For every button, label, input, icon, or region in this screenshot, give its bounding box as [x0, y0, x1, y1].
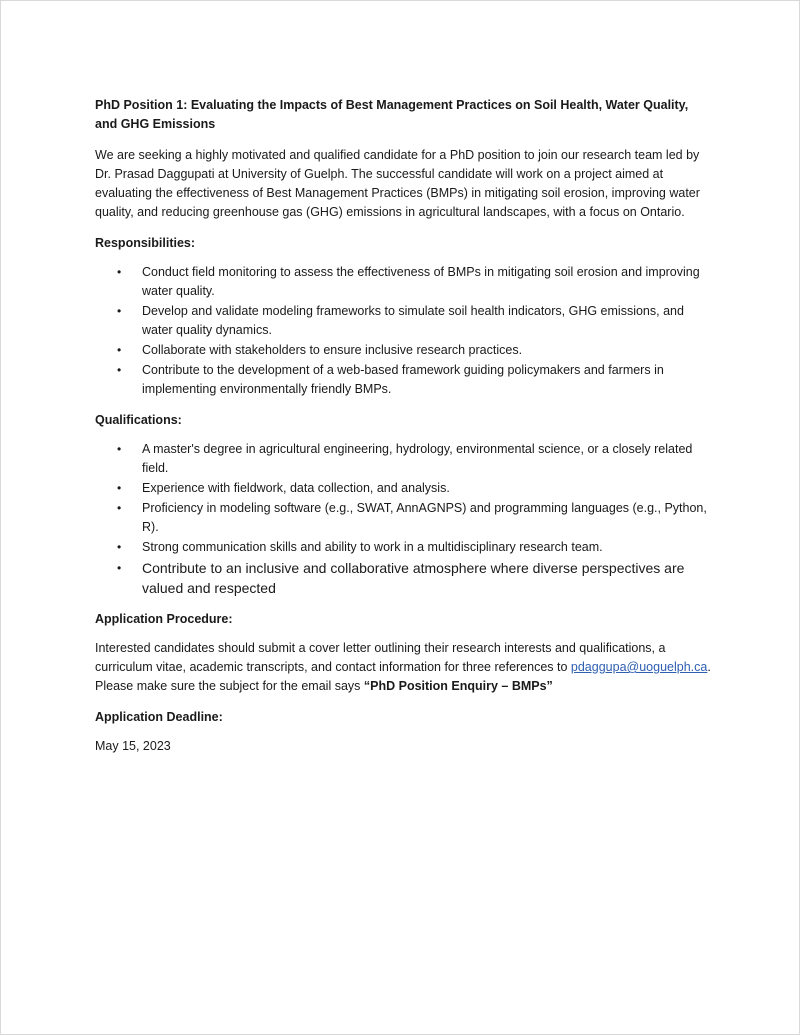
list-item — [117, 361, 711, 399]
list-item-text: Proficiency in modeling software (e.g., SWAT, AnnAGNPS) and programming languages (e.g., Python, R). — [142, 501, 707, 534]
intro-paragraph: We are seeking a highly motivated and qualified candidate for a PhD position to join our research team led by Dr. Prasad Daggupati at University of Guelph. The successful candidate will work on a project aimed at evaluating the effectiveness of Best Management Practices (BMPs) in mitigating soil erosion, improving water quality, and reducing greenhouse gas (GHG) emissions in agricultural landscapes, with a focus on Ontario. — [95, 148, 700, 219]
bullet-icon: • — [117, 481, 122, 495]
bullet-icon: • — [117, 442, 122, 456]
document-body — [95, 96, 711, 768]
list-item — [117, 440, 711, 478]
list-item-text: A master's degree in agricultural engineering, hydrology, environmental science, or a closely related field. — [142, 442, 693, 475]
application-procedure-paragraph — [95, 639, 711, 696]
bullet-icon: • — [117, 540, 122, 554]
application-text-after-link: . Please make sure the subject for the email says — [95, 660, 711, 693]
list-item — [117, 558, 711, 598]
email-subject: “PhD Position Enquiry – BMPs” — [363, 679, 553, 693]
list-item — [117, 341, 711, 360]
page-title: PhD Position 1: Evaluating the Impacts of Best Management Practices on Soil Health, Water Quality, and GHG Emissions — [95, 98, 689, 131]
bullet-icon: • — [117, 304, 122, 318]
bullet-icon: • — [117, 343, 122, 357]
application-procedure-heading: Application Procedure: — [95, 612, 233, 626]
list-item-text: Contribute to an inclusive and collaborative atmosphere where diverse perspectives are valued and respected — [142, 560, 685, 596]
application-deadline-heading: Application Deadline: — [95, 710, 223, 724]
list-item-text: Collaborate with stakeholders to ensure inclusive research practices. — [142, 343, 523, 357]
list-item — [117, 499, 711, 537]
list-item-text: Strong communication skills and ability to work in a multidisciplinary research team. — [142, 540, 603, 554]
responsibilities-heading: Responsibilities: — [95, 236, 196, 250]
list-item — [117, 479, 711, 498]
qualifications-heading: Qualifications: — [95, 413, 182, 427]
list-item — [117, 263, 711, 301]
qualifications-list — [95, 440, 711, 598]
list-item — [117, 302, 711, 340]
list-item-text: Experience with fieldwork, data collection, and analysis. — [142, 481, 450, 495]
bullet-icon: • — [117, 363, 122, 377]
list-item-text: Contribute to the development of a web-based framework guiding policymakers and farmers in implementing environmentally friendly BMPs. — [142, 363, 664, 396]
email-link[interactable]: pdaggupa@uoguelph.ca — [570, 660, 708, 674]
deadline-date: May 15, 2023 — [95, 739, 171, 753]
application-text-before-link: Interested candidates should submit a cover letter outlining their research interests and qualifications, a curriculum vitae, academic transcripts, and contact information for three references to — [95, 641, 666, 674]
list-item — [117, 538, 711, 557]
bullet-icon: • — [117, 501, 122, 515]
bullet-icon: • — [117, 561, 122, 575]
bullet-icon: • — [117, 265, 122, 279]
list-item-text: Develop and validate modeling frameworks to simulate soil health indicators, GHG emissions, and water quality dynamics. — [142, 304, 684, 337]
responsibilities-list — [95, 263, 711, 399]
list-item-text: Conduct field monitoring to assess the effectiveness of BMPs in mitigating soil erosion and improving water quality. — [142, 265, 700, 298]
